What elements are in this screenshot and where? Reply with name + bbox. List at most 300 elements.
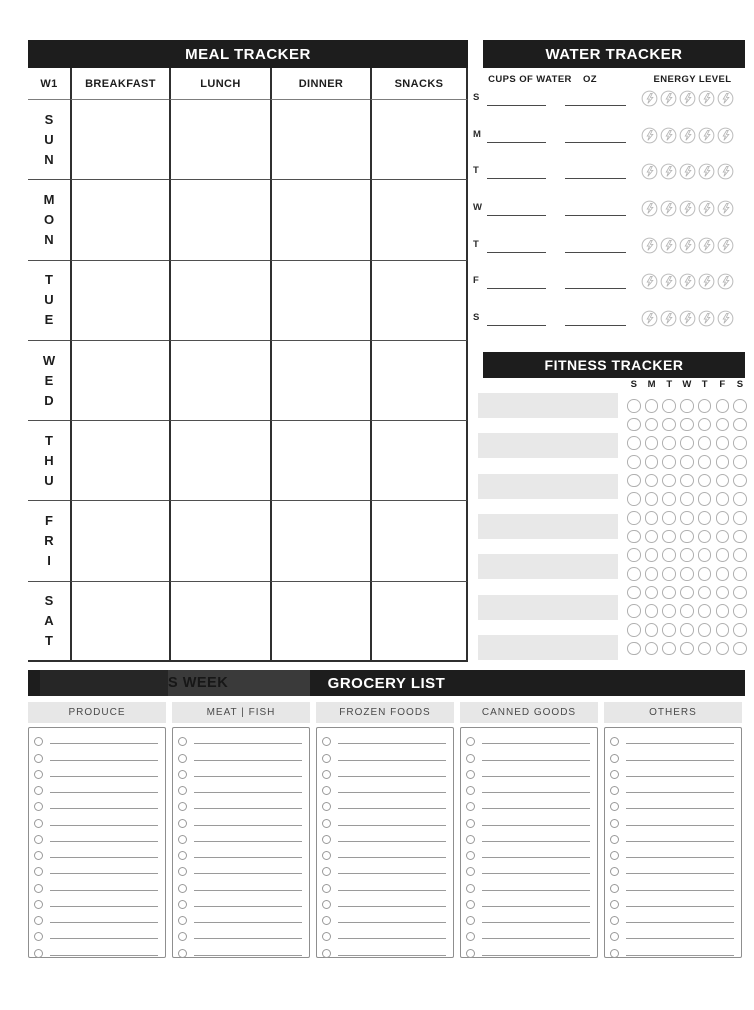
fitness-check-circle[interactable] [698, 455, 712, 469]
lightning-bolt-circle-icon[interactable] [679, 237, 696, 259]
grocery-item-checkbox[interactable] [322, 737, 331, 746]
fitness-check-circle[interactable] [716, 623, 730, 637]
fitness-check-circle[interactable] [716, 511, 730, 525]
fitness-check-circle[interactable] [698, 586, 712, 600]
meal-cell-wed-lunch[interactable] [169, 341, 270, 421]
lightning-bolt-circle-icon[interactable] [698, 200, 715, 222]
fitness-check-circle[interactable] [627, 567, 641, 581]
fitness-check-circle[interactable] [733, 642, 747, 656]
fitness-check-circle[interactable] [698, 399, 712, 413]
lightning-bolt-circle-icon[interactable] [717, 163, 734, 185]
grocery-item-line[interactable] [626, 955, 734, 956]
fitness-check-circle[interactable] [680, 418, 694, 432]
grocery-item-line[interactable] [194, 873, 302, 874]
fitness-check-circle[interactable] [627, 436, 641, 450]
fitness-check-circle[interactable] [662, 418, 676, 432]
grocery-item-checkbox[interactable] [178, 851, 187, 860]
lightning-bolt-circle-icon[interactable] [641, 127, 658, 149]
fitness-check-circle[interactable] [627, 511, 641, 525]
lightning-bolt-circle-icon[interactable] [641, 310, 658, 332]
grocery-item-checkbox[interactable] [34, 884, 43, 893]
grocery-item-checkbox[interactable] [610, 867, 619, 876]
fitness-check-circle[interactable] [698, 511, 712, 525]
fitness-check-circle[interactable] [698, 623, 712, 637]
oz-entry-line[interactable] [565, 177, 626, 179]
grocery-item-checkbox[interactable] [610, 851, 619, 860]
fitness-check-circle[interactable] [645, 418, 659, 432]
grocery-item-line[interactable] [50, 938, 158, 939]
cups-entry-line[interactable] [487, 324, 546, 326]
grocery-item-checkbox[interactable] [322, 949, 331, 958]
fitness-check-circle[interactable] [733, 586, 747, 600]
grocery-item-checkbox[interactable] [322, 754, 331, 763]
grocery-item-checkbox[interactable] [322, 916, 331, 925]
grocery-item-line[interactable] [194, 955, 302, 956]
oz-entry-line[interactable] [565, 324, 626, 326]
fitness-check-circle[interactable] [733, 455, 747, 469]
cups-entry-line[interactable] [487, 251, 546, 253]
grocery-item-checkbox[interactable] [178, 932, 187, 941]
fitness-check-circle[interactable] [716, 418, 730, 432]
grocery-item-checkbox[interactable] [34, 851, 43, 860]
meal-cell-tue-breakfast[interactable] [70, 261, 169, 341]
fitness-check-circle[interactable] [662, 455, 676, 469]
fitness-check-circle[interactable] [680, 436, 694, 450]
grocery-item-checkbox[interactable] [178, 884, 187, 893]
fitness-check-circle[interactable] [627, 642, 641, 656]
grocery-item-checkbox[interactable] [178, 770, 187, 779]
grocery-item-checkbox[interactable] [178, 949, 187, 958]
grocery-item-checkbox[interactable] [466, 900, 475, 909]
grocery-item-checkbox[interactable] [34, 770, 43, 779]
oz-entry-line[interactable] [565, 287, 626, 289]
grocery-item-checkbox[interactable] [610, 819, 619, 828]
meal-cell-thu-dinner[interactable] [270, 421, 370, 501]
grocery-item-checkbox[interactable] [610, 770, 619, 779]
grocery-item-line[interactable] [194, 857, 302, 858]
grocery-item-line[interactable] [338, 792, 446, 793]
grocery-item-line[interactable] [482, 906, 590, 907]
grocery-item-checkbox[interactable] [34, 916, 43, 925]
fitness-check-circle[interactable] [733, 399, 747, 413]
meal-cell-mon-breakfast[interactable] [70, 180, 169, 260]
fitness-check-circle[interactable] [733, 548, 747, 562]
meal-cell-mon-lunch[interactable] [169, 180, 270, 260]
grocery-item-line[interactable] [194, 776, 302, 777]
fitness-check-circle[interactable] [716, 642, 730, 656]
lightning-bolt-circle-icon[interactable] [660, 200, 677, 222]
meal-cell-fri-dinner[interactable] [270, 501, 370, 581]
fitness-check-circle[interactable] [680, 399, 694, 413]
fitness-check-circle[interactable] [627, 530, 641, 544]
fitness-check-circle[interactable] [698, 474, 712, 488]
grocery-item-line[interactable] [194, 906, 302, 907]
grocery-item-line[interactable] [482, 841, 590, 842]
grocery-item-line[interactable] [482, 938, 590, 939]
fitness-check-circle[interactable] [716, 474, 730, 488]
activity-name-slot[interactable] [478, 635, 618, 660]
activity-name-slot[interactable] [478, 474, 618, 499]
grocery-item-checkbox[interactable] [178, 786, 187, 795]
grocery-item-line[interactable] [626, 890, 734, 891]
grocery-item-line[interactable] [626, 808, 734, 809]
grocery-item-line[interactable] [482, 873, 590, 874]
grocery-item-line[interactable] [338, 841, 446, 842]
meal-cell-fri-snacks[interactable] [370, 501, 468, 581]
grocery-item-checkbox[interactable] [178, 835, 187, 844]
lightning-bolt-circle-icon[interactable] [660, 310, 677, 332]
fitness-check-circle[interactable] [627, 399, 641, 413]
fitness-check-circle[interactable] [698, 642, 712, 656]
fitness-check-circle[interactable] [680, 474, 694, 488]
lightning-bolt-circle-icon[interactable] [660, 237, 677, 259]
fitness-check-circle[interactable] [662, 567, 676, 581]
meal-cell-sun-lunch[interactable] [169, 100, 270, 180]
fitness-check-circle[interactable] [716, 455, 730, 469]
grocery-item-line[interactable] [626, 841, 734, 842]
grocery-item-line[interactable] [626, 792, 734, 793]
grocery-item-checkbox[interactable] [178, 900, 187, 909]
fitness-check-circle[interactable] [716, 548, 730, 562]
lightning-bolt-circle-icon[interactable] [698, 237, 715, 259]
grocery-item-checkbox[interactable] [34, 932, 43, 941]
lightning-bolt-circle-icon[interactable] [717, 200, 734, 222]
grocery-item-checkbox[interactable] [610, 737, 619, 746]
oz-entry-line[interactable] [565, 214, 626, 216]
lightning-bolt-circle-icon[interactable] [679, 200, 696, 222]
cups-entry-line[interactable] [487, 141, 546, 143]
fitness-check-circle[interactable] [662, 642, 676, 656]
grocery-item-line[interactable] [338, 857, 446, 858]
activity-name-slot[interactable] [478, 433, 618, 458]
grocery-item-line[interactable] [482, 776, 590, 777]
fitness-check-circle[interactable] [680, 530, 694, 544]
lightning-bolt-circle-icon[interactable] [698, 310, 715, 332]
oz-entry-line[interactable] [565, 251, 626, 253]
lightning-bolt-circle-icon[interactable] [660, 163, 677, 185]
grocery-item-checkbox[interactable] [466, 932, 475, 941]
grocery-item-line[interactable] [50, 743, 158, 744]
grocery-item-checkbox[interactable] [322, 835, 331, 844]
lightning-bolt-circle-icon[interactable] [641, 163, 658, 185]
grocery-item-line[interactable] [194, 808, 302, 809]
fitness-check-circle[interactable] [733, 511, 747, 525]
meal-cell-mon-dinner[interactable] [270, 180, 370, 260]
grocery-item-checkbox[interactable] [610, 916, 619, 925]
meal-cell-wed-breakfast[interactable] [70, 341, 169, 421]
fitness-check-circle[interactable] [698, 418, 712, 432]
grocery-item-line[interactable] [50, 792, 158, 793]
lightning-bolt-circle-icon[interactable] [641, 273, 658, 295]
grocery-item-checkbox[interactable] [34, 754, 43, 763]
grocery-item-checkbox[interactable] [466, 786, 475, 795]
grocery-item-checkbox[interactable] [34, 900, 43, 909]
activity-name-slot[interactable] [478, 514, 618, 539]
lightning-bolt-circle-icon[interactable] [641, 90, 658, 112]
meal-cell-thu-lunch[interactable] [169, 421, 270, 501]
fitness-check-circle[interactable] [680, 567, 694, 581]
grocery-item-checkbox[interactable] [34, 867, 43, 876]
lightning-bolt-circle-icon[interactable] [660, 90, 677, 112]
grocery-item-line[interactable] [626, 938, 734, 939]
cups-entry-line[interactable] [487, 177, 546, 179]
grocery-item-checkbox[interactable] [178, 867, 187, 876]
lightning-bolt-circle-icon[interactable] [698, 163, 715, 185]
grocery-item-checkbox[interactable] [34, 786, 43, 795]
fitness-check-circle[interactable] [645, 511, 659, 525]
lightning-bolt-circle-icon[interactable] [660, 127, 677, 149]
grocery-item-line[interactable] [194, 743, 302, 744]
grocery-item-checkbox[interactable] [34, 835, 43, 844]
fitness-check-circle[interactable] [680, 642, 694, 656]
fitness-check-circle[interactable] [733, 418, 747, 432]
meal-cell-sat-dinner[interactable] [270, 582, 370, 662]
lightning-bolt-circle-icon[interactable] [679, 127, 696, 149]
fitness-check-circle[interactable] [645, 399, 659, 413]
grocery-item-line[interactable] [482, 922, 590, 923]
fitness-check-circle[interactable] [716, 567, 730, 581]
grocery-item-line[interactable] [626, 857, 734, 858]
grocery-item-line[interactable] [338, 808, 446, 809]
meal-cell-sat-snacks[interactable] [370, 582, 468, 662]
grocery-item-line[interactable] [482, 890, 590, 891]
fitness-check-circle[interactable] [733, 474, 747, 488]
lightning-bolt-circle-icon[interactable] [679, 310, 696, 332]
lightning-bolt-circle-icon[interactable] [717, 90, 734, 112]
grocery-item-checkbox[interactable] [466, 949, 475, 958]
fitness-check-circle[interactable] [662, 436, 676, 450]
fitness-check-circle[interactable] [627, 455, 641, 469]
grocery-item-line[interactable] [482, 825, 590, 826]
grocery-item-line[interactable] [482, 808, 590, 809]
grocery-item-checkbox[interactable] [466, 770, 475, 779]
grocery-item-line[interactable] [482, 857, 590, 858]
fitness-check-circle[interactable] [698, 436, 712, 450]
grocery-item-line[interactable] [626, 873, 734, 874]
fitness-check-circle[interactable] [645, 604, 659, 618]
grocery-item-line[interactable] [50, 808, 158, 809]
grocery-item-line[interactable] [50, 890, 158, 891]
grocery-item-line[interactable] [50, 825, 158, 826]
meal-cell-sun-breakfast[interactable] [70, 100, 169, 180]
fitness-check-circle[interactable] [698, 530, 712, 544]
fitness-check-circle[interactable] [733, 567, 747, 581]
fitness-check-circle[interactable] [698, 492, 712, 506]
meal-cell-sun-snacks[interactable] [370, 100, 468, 180]
lightning-bolt-circle-icon[interactable] [698, 90, 715, 112]
fitness-check-circle[interactable] [645, 492, 659, 506]
fitness-check-circle[interactable] [680, 604, 694, 618]
grocery-item-line[interactable] [482, 743, 590, 744]
grocery-item-line[interactable] [50, 760, 158, 761]
grocery-item-line[interactable] [338, 955, 446, 956]
grocery-item-line[interactable] [50, 776, 158, 777]
grocery-item-line[interactable] [50, 955, 158, 956]
meal-cell-thu-breakfast[interactable] [70, 421, 169, 501]
grocery-item-checkbox[interactable] [466, 851, 475, 860]
grocery-item-checkbox[interactable] [178, 916, 187, 925]
lightning-bolt-circle-icon[interactable] [698, 273, 715, 295]
grocery-item-line[interactable] [626, 776, 734, 777]
grocery-item-checkbox[interactable] [322, 884, 331, 893]
grocery-item-checkbox[interactable] [322, 932, 331, 941]
lightning-bolt-circle-icon[interactable] [717, 310, 734, 332]
meal-cell-sat-breakfast[interactable] [70, 582, 169, 662]
fitness-check-circle[interactable] [716, 399, 730, 413]
grocery-item-line[interactable] [626, 760, 734, 761]
grocery-item-line[interactable] [338, 743, 446, 744]
fitness-check-circle[interactable] [698, 548, 712, 562]
activity-name-slot[interactable] [478, 554, 618, 579]
activity-name-slot[interactable] [478, 393, 618, 418]
fitness-check-circle[interactable] [733, 492, 747, 506]
grocery-item-checkbox[interactable] [610, 786, 619, 795]
fitness-check-circle[interactable] [627, 418, 641, 432]
fitness-check-circle[interactable] [662, 623, 676, 637]
fitness-check-circle[interactable] [716, 436, 730, 450]
cups-entry-line[interactable] [487, 287, 546, 289]
fitness-check-circle[interactable] [698, 604, 712, 618]
fitness-check-circle[interactable] [662, 511, 676, 525]
grocery-item-line[interactable] [50, 841, 158, 842]
grocery-item-line[interactable] [338, 922, 446, 923]
meal-cell-sat-lunch[interactable] [169, 582, 270, 662]
cups-entry-line[interactable] [487, 214, 546, 216]
fitness-check-circle[interactable] [680, 492, 694, 506]
fitness-check-circle[interactable] [680, 455, 694, 469]
fitness-check-circle[interactable] [698, 567, 712, 581]
grocery-item-checkbox[interactable] [178, 802, 187, 811]
lightning-bolt-circle-icon[interactable] [660, 273, 677, 295]
fitness-check-circle[interactable] [645, 586, 659, 600]
grocery-item-checkbox[interactable] [466, 884, 475, 893]
oz-entry-line[interactable] [565, 141, 626, 143]
fitness-check-circle[interactable] [627, 474, 641, 488]
grocery-item-checkbox[interactable] [466, 802, 475, 811]
fitness-check-circle[interactable] [645, 548, 659, 562]
meal-cell-mon-snacks[interactable] [370, 180, 468, 260]
fitness-check-circle[interactable] [662, 548, 676, 562]
grocery-item-line[interactable] [194, 922, 302, 923]
fitness-check-circle[interactable] [645, 436, 659, 450]
fitness-check-circle[interactable] [662, 604, 676, 618]
fitness-check-circle[interactable] [627, 548, 641, 562]
grocery-item-line[interactable] [626, 922, 734, 923]
fitness-check-circle[interactable] [733, 530, 747, 544]
grocery-item-checkbox[interactable] [322, 802, 331, 811]
fitness-check-circle[interactable] [733, 436, 747, 450]
fitness-check-circle[interactable] [662, 530, 676, 544]
meal-cell-tue-snacks[interactable] [370, 261, 468, 341]
grocery-item-checkbox[interactable] [466, 819, 475, 828]
grocery-item-checkbox[interactable] [322, 900, 331, 909]
fitness-check-circle[interactable] [627, 623, 641, 637]
lightning-bolt-circle-icon[interactable] [698, 127, 715, 149]
fitness-check-circle[interactable] [662, 399, 676, 413]
fitness-check-circle[interactable] [733, 623, 747, 637]
grocery-item-checkbox[interactable] [466, 867, 475, 876]
meal-cell-wed-dinner[interactable] [270, 341, 370, 421]
grocery-item-checkbox[interactable] [466, 754, 475, 763]
grocery-item-line[interactable] [338, 760, 446, 761]
lightning-bolt-circle-icon[interactable] [679, 273, 696, 295]
grocery-item-line[interactable] [338, 938, 446, 939]
lightning-bolt-circle-icon[interactable] [679, 90, 696, 112]
grocery-item-checkbox[interactable] [466, 916, 475, 925]
fitness-check-circle[interactable] [627, 492, 641, 506]
grocery-item-line[interactable] [194, 792, 302, 793]
grocery-item-checkbox[interactable] [610, 900, 619, 909]
grocery-item-line[interactable] [194, 825, 302, 826]
lightning-bolt-circle-icon[interactable] [641, 200, 658, 222]
meal-cell-sun-dinner[interactable] [270, 100, 370, 180]
grocery-item-line[interactable] [338, 776, 446, 777]
fitness-check-circle[interactable] [733, 604, 747, 618]
fitness-check-circle[interactable] [662, 492, 676, 506]
grocery-item-checkbox[interactable] [610, 949, 619, 958]
grocery-item-checkbox[interactable] [322, 851, 331, 860]
grocery-item-line[interactable] [482, 792, 590, 793]
grocery-item-line[interactable] [482, 760, 590, 761]
fitness-check-circle[interactable] [645, 567, 659, 581]
lightning-bolt-circle-icon[interactable] [641, 237, 658, 259]
grocery-item-checkbox[interactable] [466, 835, 475, 844]
grocery-item-checkbox[interactable] [178, 754, 187, 763]
grocery-item-line[interactable] [194, 760, 302, 761]
grocery-item-checkbox[interactable] [610, 754, 619, 763]
fitness-check-circle[interactable] [627, 604, 641, 618]
grocery-item-checkbox[interactable] [322, 819, 331, 828]
grocery-item-line[interactable] [194, 938, 302, 939]
grocery-item-checkbox[interactable] [322, 786, 331, 795]
lightning-bolt-circle-icon[interactable] [717, 127, 734, 149]
grocery-item-line[interactable] [338, 873, 446, 874]
lightning-bolt-circle-icon[interactable] [717, 237, 734, 259]
grocery-item-line[interactable] [50, 906, 158, 907]
fitness-check-circle[interactable] [645, 474, 659, 488]
grocery-item-line[interactable] [50, 873, 158, 874]
meal-cell-tue-lunch[interactable] [169, 261, 270, 341]
grocery-item-checkbox[interactable] [610, 835, 619, 844]
grocery-item-checkbox[interactable] [34, 802, 43, 811]
meal-cell-thu-snacks[interactable] [370, 421, 468, 501]
grocery-item-line[interactable] [482, 955, 590, 956]
fitness-check-circle[interactable] [680, 586, 694, 600]
fitness-check-circle[interactable] [716, 604, 730, 618]
fitness-check-circle[interactable] [645, 530, 659, 544]
fitness-check-circle[interactable] [716, 492, 730, 506]
fitness-check-circle[interactable] [680, 623, 694, 637]
grocery-item-line[interactable] [338, 906, 446, 907]
grocery-item-line[interactable] [626, 906, 734, 907]
oz-entry-line[interactable] [565, 104, 626, 106]
fitness-check-circle[interactable] [716, 586, 730, 600]
fitness-check-circle[interactable] [680, 511, 694, 525]
grocery-item-checkbox[interactable] [34, 819, 43, 828]
grocery-item-line[interactable] [338, 825, 446, 826]
fitness-check-circle[interactable] [662, 474, 676, 488]
fitness-check-circle[interactable] [662, 586, 676, 600]
grocery-item-checkbox[interactable] [34, 949, 43, 958]
grocery-item-line[interactable] [50, 857, 158, 858]
grocery-item-line[interactable] [50, 922, 158, 923]
grocery-item-checkbox[interactable] [34, 737, 43, 746]
meal-cell-tue-dinner[interactable] [270, 261, 370, 341]
fitness-check-circle[interactable] [716, 530, 730, 544]
grocery-item-checkbox[interactable] [322, 770, 331, 779]
grocery-item-line[interactable] [626, 825, 734, 826]
meal-cell-fri-lunch[interactable] [169, 501, 270, 581]
